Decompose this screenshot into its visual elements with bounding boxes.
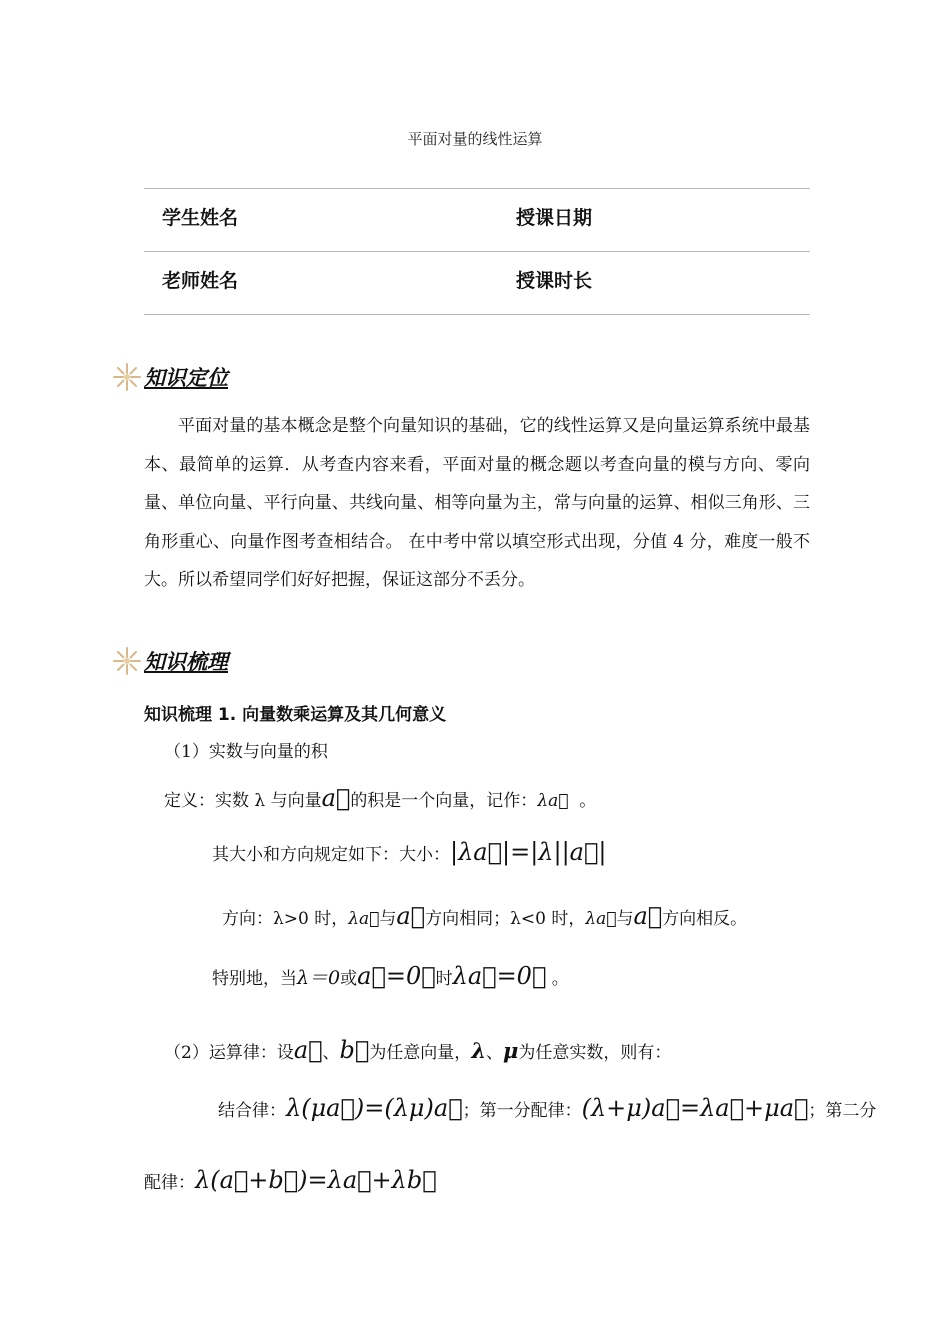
class-date-label: 授课日期 xyxy=(516,207,593,229)
special-text-2: 或 xyxy=(340,969,358,989)
definition-middle: 的积是一个向量，记作： xyxy=(350,791,538,811)
second-distributive-formula: λ(a⃗+b⃗)=λa⃗+λb⃗ xyxy=(195,1166,437,1194)
section-heading-positioning xyxy=(112,362,228,392)
lambda-a-zero-result: λa⃗=0⃗ xyxy=(452,962,547,990)
lambda-zero: λ＝0 xyxy=(297,967,341,989)
direction-line xyxy=(222,902,747,930)
direction-text-2: 与 xyxy=(379,909,397,929)
special-text-3: 时 xyxy=(435,969,453,989)
direction-text-3: 方向相同；λ<0 时， xyxy=(425,909,586,929)
laws-middle: 为任意向量， xyxy=(369,1043,472,1063)
class-duration-label: 授课时长 xyxy=(516,270,593,292)
lambda-a-symbol: λa⃗ xyxy=(348,909,380,929)
student-name-label: 学生姓名 xyxy=(162,207,239,229)
vector-a-zero: a⃗=0⃗ xyxy=(357,962,436,990)
lambda-symbol: λ xyxy=(471,1038,487,1063)
intro-paragraph: 平面对量的基本概念是整个向量知识的基础，它的线性运算又是向量运算系统中最基本、最简单的运算．从考查内容来看，平面对量的概念题以考查向量的模与方向、零向量、单位向量、平行向量、共线向量、相等向量为主，常与向量的运算、相似三角形、三角形重心、向量作图考查相结合。 在中考中常以填空形式出现，分值 4 分，难度一般不大。所以希望同学们好好把握，保证这部分不丢分。 xyxy=(144,416,810,591)
special-text-1: 特别地，当 xyxy=(212,969,297,989)
table-rule-bottom xyxy=(144,314,810,315)
second-distributive-label-a: ；第二分 xyxy=(808,1101,877,1121)
vector-a-symbol: a⃗ xyxy=(293,1036,323,1064)
laws-end: 为任意实数，则有： xyxy=(518,1043,672,1063)
lambda-a-symbol: λa⃗ xyxy=(585,909,617,929)
second-distributive-line xyxy=(144,1166,437,1194)
definition-line xyxy=(164,784,596,812)
vector-b-symbol: b⃗ xyxy=(339,1036,370,1064)
laws-sep2: 、 xyxy=(486,1043,504,1063)
associative-label: 结合律： xyxy=(218,1101,286,1121)
definition-prefix: 定义：实数 λ 与向量 xyxy=(164,791,322,811)
vector-a-symbol: a⃗ xyxy=(321,784,351,812)
special-end: 。 xyxy=(551,969,569,989)
sparkle-icon xyxy=(112,362,142,392)
special-case-line xyxy=(212,962,569,990)
subheading-scalar-multiplication: 知识梳理 1. 向量数乘运算及其几何意义 xyxy=(144,705,447,725)
teacher-name-label: 老师姓名 xyxy=(162,270,239,292)
laws-sep: 、 xyxy=(322,1043,340,1063)
direction-text-1: 方向：λ>0 时， xyxy=(222,909,349,929)
section-title: 知识定位 xyxy=(144,366,228,390)
first-distributive-label: ；第一分配律： xyxy=(462,1101,582,1121)
associative-distributive-line xyxy=(218,1094,876,1122)
section-title: 知识梳理 xyxy=(144,650,228,674)
lambda-a-symbol: λa⃗ xyxy=(537,791,569,811)
vector-a-symbol: a⃗ xyxy=(633,902,663,930)
second-distributive-label-b: 配律： xyxy=(144,1173,195,1193)
sparkle-icon xyxy=(112,646,142,676)
table-rule-middle xyxy=(144,251,810,252)
definition-end: 。 xyxy=(579,791,597,811)
document-title: 平面对量的线性运算 xyxy=(407,130,543,148)
associative-formula: λ(μa⃗)=(λμ)a⃗ xyxy=(286,1094,463,1122)
laws-prefix: （2）运算律：设 xyxy=(164,1043,294,1063)
section-heading-review xyxy=(112,646,228,676)
mu-symbol: μ xyxy=(503,1038,519,1063)
direction-text-5: 方向相反。 xyxy=(662,909,748,929)
first-distributive-formula: (λ+μ)a⃗=λa⃗+μa⃗ xyxy=(581,1094,809,1122)
item1-heading: （1）实数与向量的积 xyxy=(164,742,328,762)
magnitude-formula: |λa⃗|=|λ||a⃗| xyxy=(450,838,607,866)
operation-laws-line xyxy=(164,1036,671,1064)
vector-a-symbol: a⃗ xyxy=(396,902,426,930)
table-rule-top xyxy=(144,188,810,189)
magnitude-prefix: 其大小和方向规定如下：大小： xyxy=(212,845,450,865)
direction-text-4: 与 xyxy=(616,909,634,929)
magnitude-line xyxy=(212,838,606,866)
